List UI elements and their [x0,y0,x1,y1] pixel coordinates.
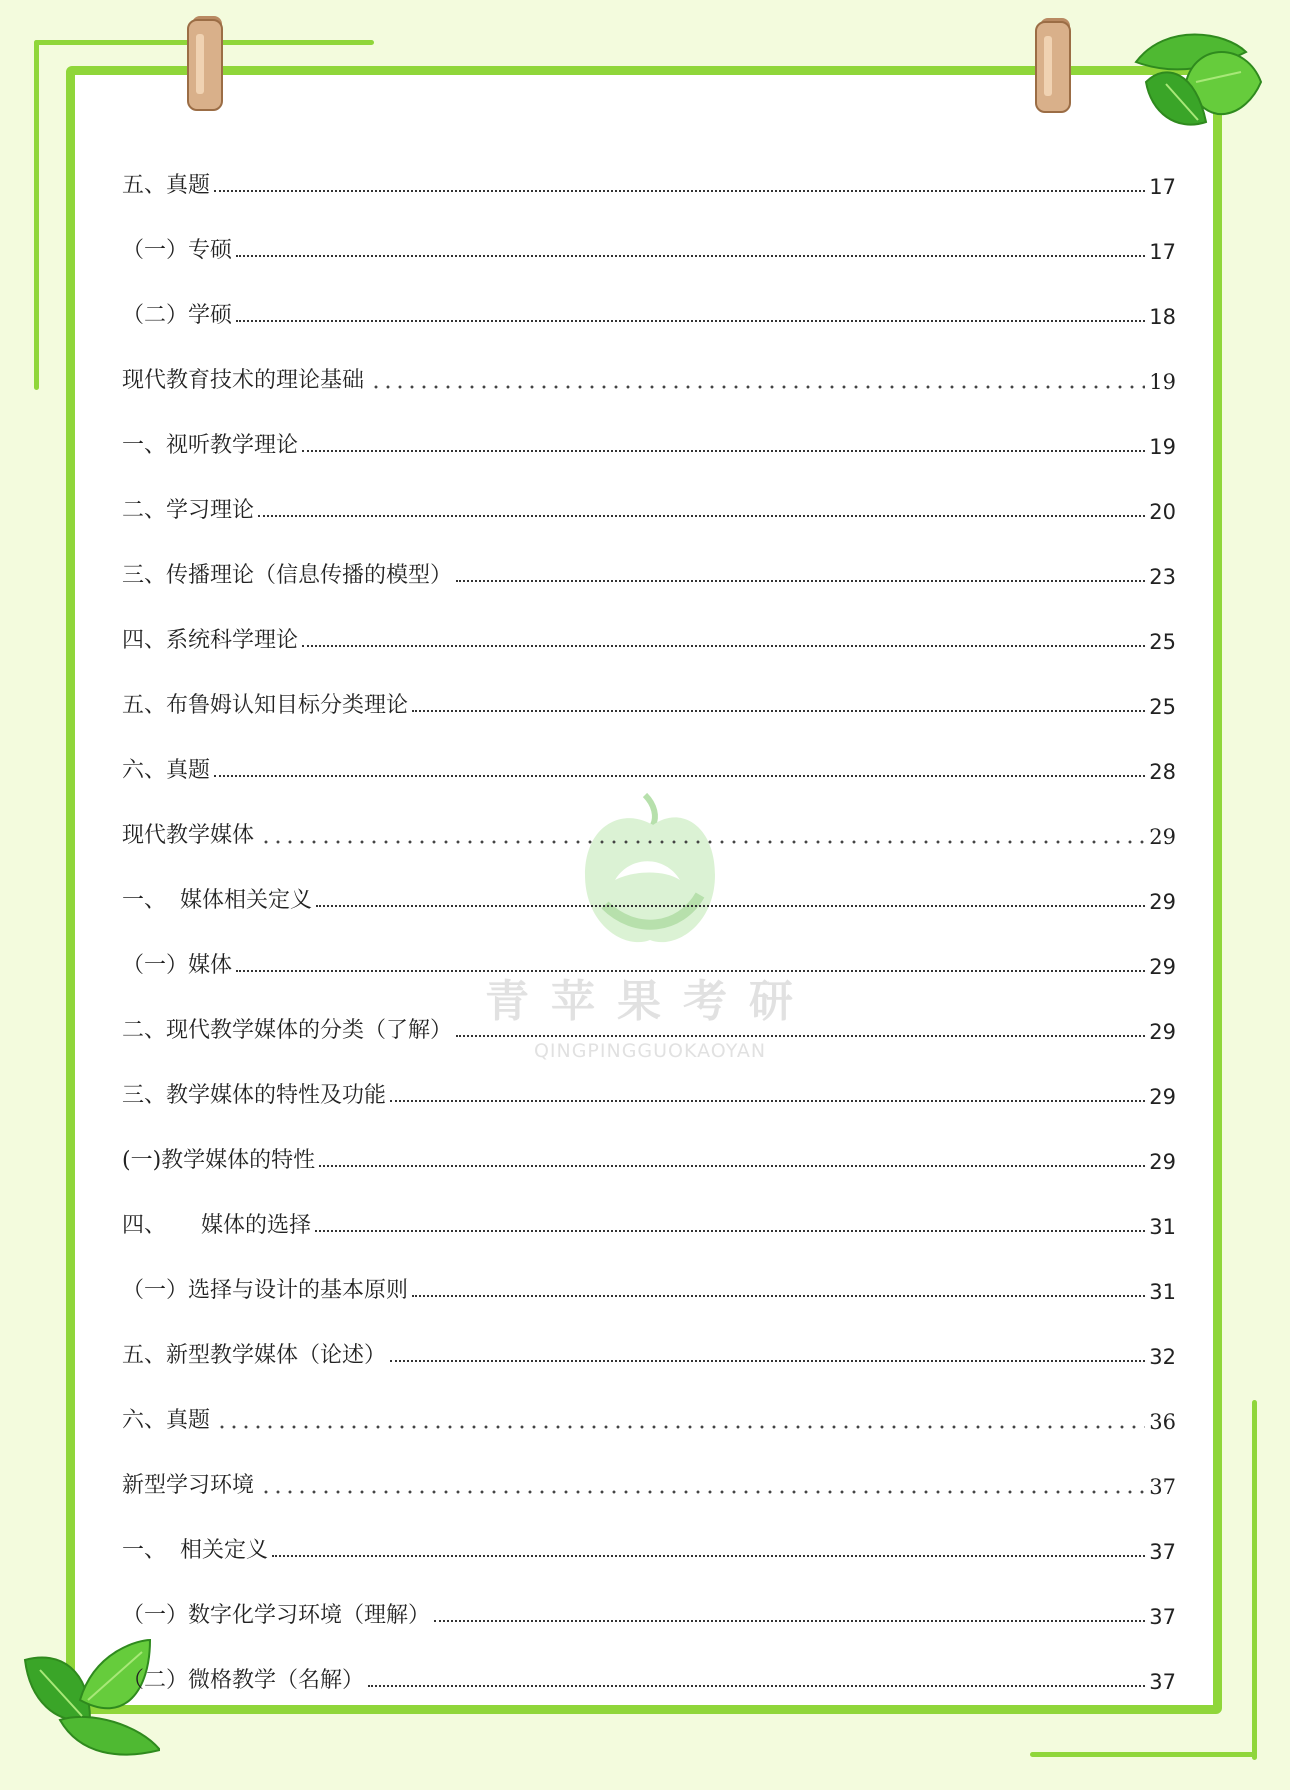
toc-entry-title: 新型学习环境 [122,1473,255,1498]
toc-leader [260,1490,1145,1494]
toc-leader [456,1034,1145,1037]
toc-entry[interactable] [122,459,1176,524]
toc-leader [236,319,1145,322]
toc-leader [302,644,1145,647]
toc-leader [319,1164,1145,1167]
frame-line-left [34,40,39,390]
toc-entry[interactable] [122,524,1176,589]
toc-leader [390,1099,1145,1102]
toc-entry[interactable] [122,914,1176,979]
toc-entry-page: 18 [1149,305,1176,329]
toc-entry-title: （一）媒体 [122,953,233,978]
toc-entry[interactable] [122,589,1176,654]
toc-entry-title: 二、现代教学媒体的分类（了解） [122,1018,453,1043]
toc-entry-page: 23 [1149,565,1176,589]
toc-leader [260,840,1145,844]
toc-leader [434,1619,1145,1622]
toc-entry-title: 一、视听教学理论 [122,433,299,458]
leaf-icon [1126,22,1266,152]
toc-entry[interactable] [122,979,1176,1044]
toc-entry-title: 五、真题 [122,173,211,198]
toc-entry[interactable] [122,1304,1176,1369]
toc-leader [390,1359,1145,1362]
toc-leader [302,449,1145,452]
toc-entry-page: 31 [1149,1280,1176,1304]
toc-entry-title: 四、系统科学理论 [122,628,299,653]
toc-leader [368,1684,1145,1687]
toc-entry-page: 31 [1149,1215,1176,1239]
watermark-name: 青苹果考研 [485,976,815,1027]
toc-entry[interactable] [122,1434,1176,1499]
toc-entry-page: 36 [1149,1410,1176,1434]
watermark-latin: QINGPINGGUOKAOYAN [533,1040,767,1062]
toc-entry-page: 29 [1149,825,1176,849]
toc-leader [316,904,1145,907]
toc-entry-title: (一)教学媒体的特性 [122,1148,316,1173]
toc-entry[interactable] [122,1369,1176,1434]
clip-icon [186,14,230,112]
toc-entry[interactable] [122,199,1176,264]
toc-entry-title: 五、新型教学媒体（论述） [122,1343,387,1368]
toc-entry[interactable] [122,1239,1176,1304]
toc-entry-page: 25 [1149,630,1176,654]
toc-entry-page: 37 [1149,1540,1176,1564]
toc-entry[interactable] [122,1629,1176,1694]
toc-entry-page: 20 [1149,500,1176,524]
toc-leader [236,254,1145,257]
toc-entry-title: 六、真题 [122,758,211,783]
toc-entry-page: 29 [1149,1150,1176,1174]
toc-leader [214,774,1145,777]
toc-entry-title: 二、学习理论 [122,498,255,523]
toc-entry-title: 三、教学媒体的特性及功能 [122,1083,387,1108]
toc-leader [315,1229,1145,1232]
toc-leader [258,514,1145,517]
toc-entry-title: 现代教育技术的理论基础 [122,368,365,393]
toc-entry-title: 现代教学媒体 [122,823,255,848]
toc-entry-page: 37 [1149,1670,1176,1694]
toc-entry-page: 25 [1149,695,1176,719]
toc-entry-title: 六、真题 [122,1408,211,1433]
toc-entry[interactable] [122,1174,1176,1239]
toc-leader [216,1425,1145,1429]
toc-entry[interactable] [122,784,1176,849]
toc-entry-title: 四、 媒体的选择 [122,1213,311,1238]
toc-entry[interactable] [122,264,1176,329]
toc-leader [236,969,1145,972]
toc-entry-page: 28 [1149,760,1176,784]
toc-entry-title: （二）微格教学（名解） [122,1668,365,1693]
toc-entry-page: 29 [1149,1020,1176,1044]
toc-entry-page: 17 [1149,175,1176,199]
toc-leader [412,709,1145,712]
toc-entry-page: 29 [1149,1085,1176,1109]
toc-entry[interactable] [122,1044,1176,1109]
toc-entry-page: 32 [1149,1345,1176,1369]
toc-entry-title: （一）数字化学习环境（理解） [122,1603,431,1628]
toc-entry-title: （一）选择与设计的基本原则 [122,1278,409,1303]
toc-leader [412,1294,1145,1297]
toc-entry[interactable] [122,654,1176,719]
toc-entry-title: 一、 相关定义 [122,1538,268,1563]
toc-entry-page: 29 [1149,890,1176,914]
toc-entry-title: （二）学硕 [122,303,233,328]
toc-entry[interactable] [122,394,1176,459]
toc-entry-page: 37 [1149,1605,1176,1629]
clip-icon [1034,16,1078,114]
toc-entry-page: 37 [1149,1475,1176,1499]
toc-entry-title: 五、布鲁姆认知目标分类理论 [122,693,409,718]
toc-leader [214,189,1145,192]
toc-entry[interactable] [122,1499,1176,1564]
toc-entry[interactable] [122,134,1176,199]
toc-entry-title: （一）专硕 [122,238,233,263]
toc-entry-title: 一、 媒体相关定义 [122,888,312,913]
toc-leader [272,1554,1145,1557]
table-of-contents [122,134,1176,1694]
toc-entry-title: 三、传播理论（信息传播的模型） [122,563,453,588]
toc-entry[interactable] [122,1109,1176,1174]
toc-entry-page: 17 [1149,240,1176,264]
toc-entry-page: 19 [1149,435,1176,459]
frame-line-bottom [1030,1752,1257,1757]
toc-entry[interactable] [122,329,1176,394]
toc-entry[interactable] [122,849,1176,914]
toc-leader [370,385,1145,389]
frame-line-right [1252,1400,1257,1760]
toc-entry[interactable] [122,1564,1176,1629]
toc-leader [456,579,1145,582]
toc-entry-page: 29 [1149,955,1176,979]
toc-entry-page: 19 [1149,370,1176,394]
toc-entry[interactable] [122,719,1176,784]
